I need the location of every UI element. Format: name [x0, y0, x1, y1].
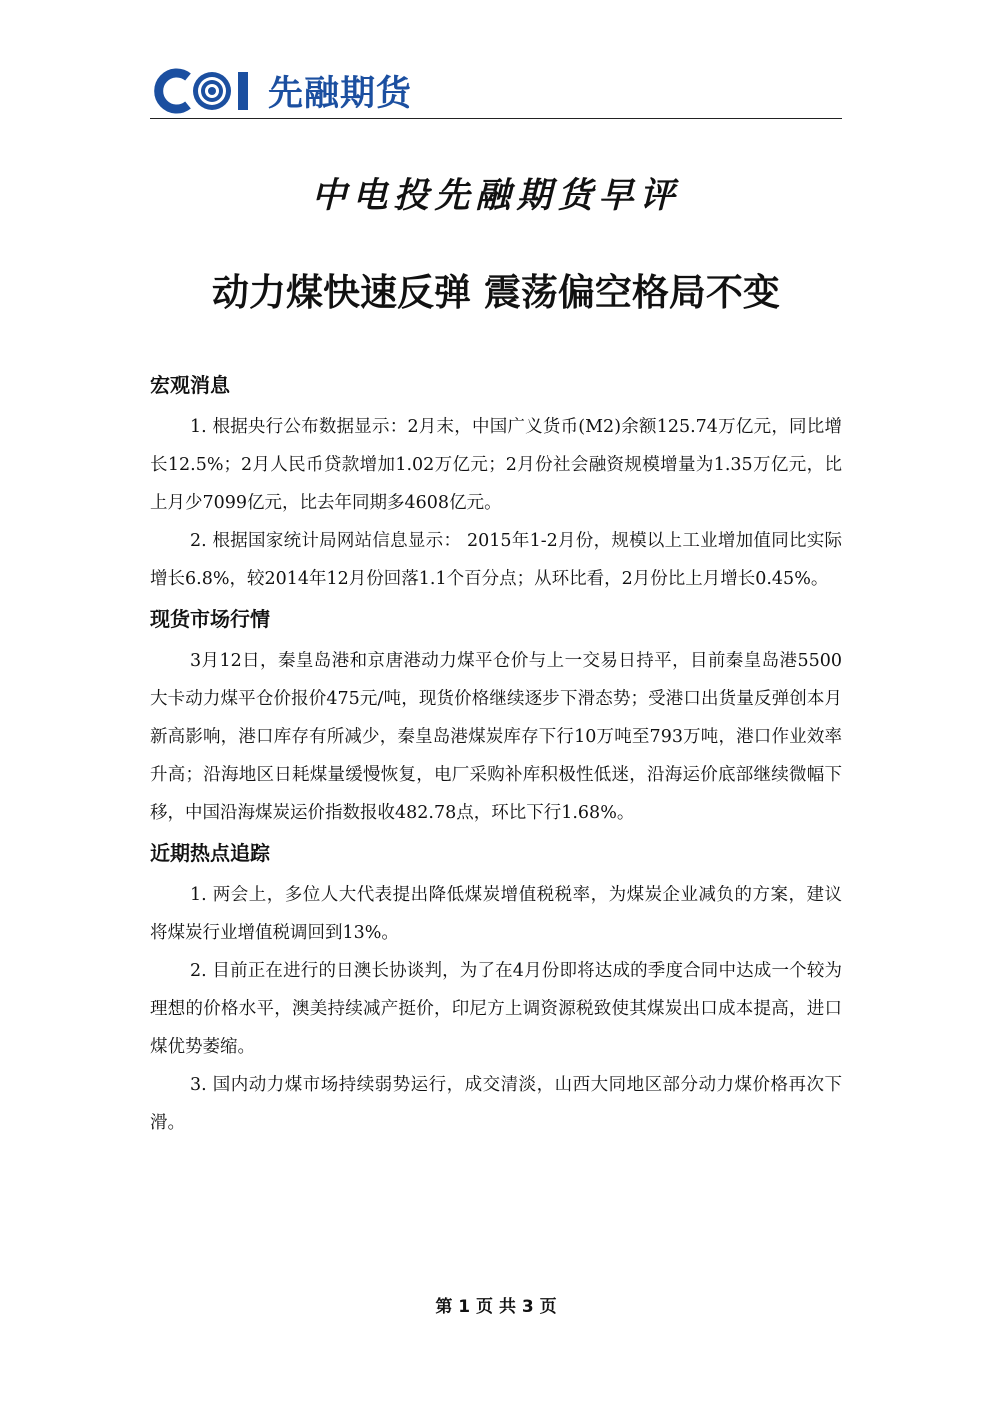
paragraph: 1. 根据央行公布数据显示：2月末，中国广义货币(M2)余额125.74万亿元，同比增长12.5%；2月人民币贷款增加1.02万亿元；2月份社会融资规模增量为1.35万亿元，比上月少7099亿元，比去年同期多4608亿元。: [150, 417, 842, 513]
logo-text: 先融期货: [268, 74, 413, 114]
page-number: 第 1 页 共 3 页: [435, 1297, 557, 1317]
paragraph: 2. 目前正在进行的日澳长协谈判，为了在4月份即将达成的季度合同中达成一个较为理想的价格水平，澳美持续减产挺价，印尼方上调资源税致使其煤炭出口成本提高，进口煤优势萎缩。: [150, 961, 842, 1057]
header-divider: [150, 118, 842, 119]
coi-logo-icon: [150, 68, 258, 114]
paragraph: 3. 国内动力煤市场持续弱势运行，成交清淡，山西大同地区部分动力煤价格再次下滑。: [150, 1075, 842, 1133]
section-heading: 宏观消息: [150, 373, 230, 397]
page-header: [150, 66, 842, 120]
paragraph: 2. 根据国家统计局网站信息显示： 2015年1-2月份，规模以上工业增加值同比实际增长6.8%，较2014年12月份回落1.1个百分点；从环比看，2月份比上月增长0.45%。: [150, 531, 842, 589]
paragraph: 1. 两会上，多位人大代表提出降低煤炭增值税税率，为煤炭企业减负的方案，建议将煤炭行业增值税调回到13%。: [150, 885, 842, 943]
company-logo: [150, 66, 412, 116]
section-heading: 现货市场行情: [150, 607, 270, 631]
report-headline: 动力煤快速反弹 震荡偏空格局不变: [212, 271, 780, 314]
section-hot-topics: [150, 836, 842, 1142]
paragraph: 3月12日，秦皇岛港和京唐港动力煤平仓价与上一交易日持平，目前秦皇岛港5500大卡动力煤平仓价报价475元/吨，现货价格继续逐步下滑态势；受港口出货量反弹创本月新高影响，港口库存有所减少，秦皇岛港煤炭库存下行10万吨至793万吨，港口作业效率升高；沿海地区日耗煤量缓慢恢复，电厂采购补库积极性低迷，沿海运价底部继续微幅下移，中国沿海煤炭运价指数报收482.78点，环比下行1.68%。: [150, 651, 842, 823]
section-spot-market: [150, 602, 842, 832]
section-heading: 近期热点追踪: [150, 841, 270, 865]
section-macro: [150, 368, 842, 598]
report-body: [150, 368, 842, 1146]
report-title: 中电投先融期货早评: [311, 175, 681, 216]
